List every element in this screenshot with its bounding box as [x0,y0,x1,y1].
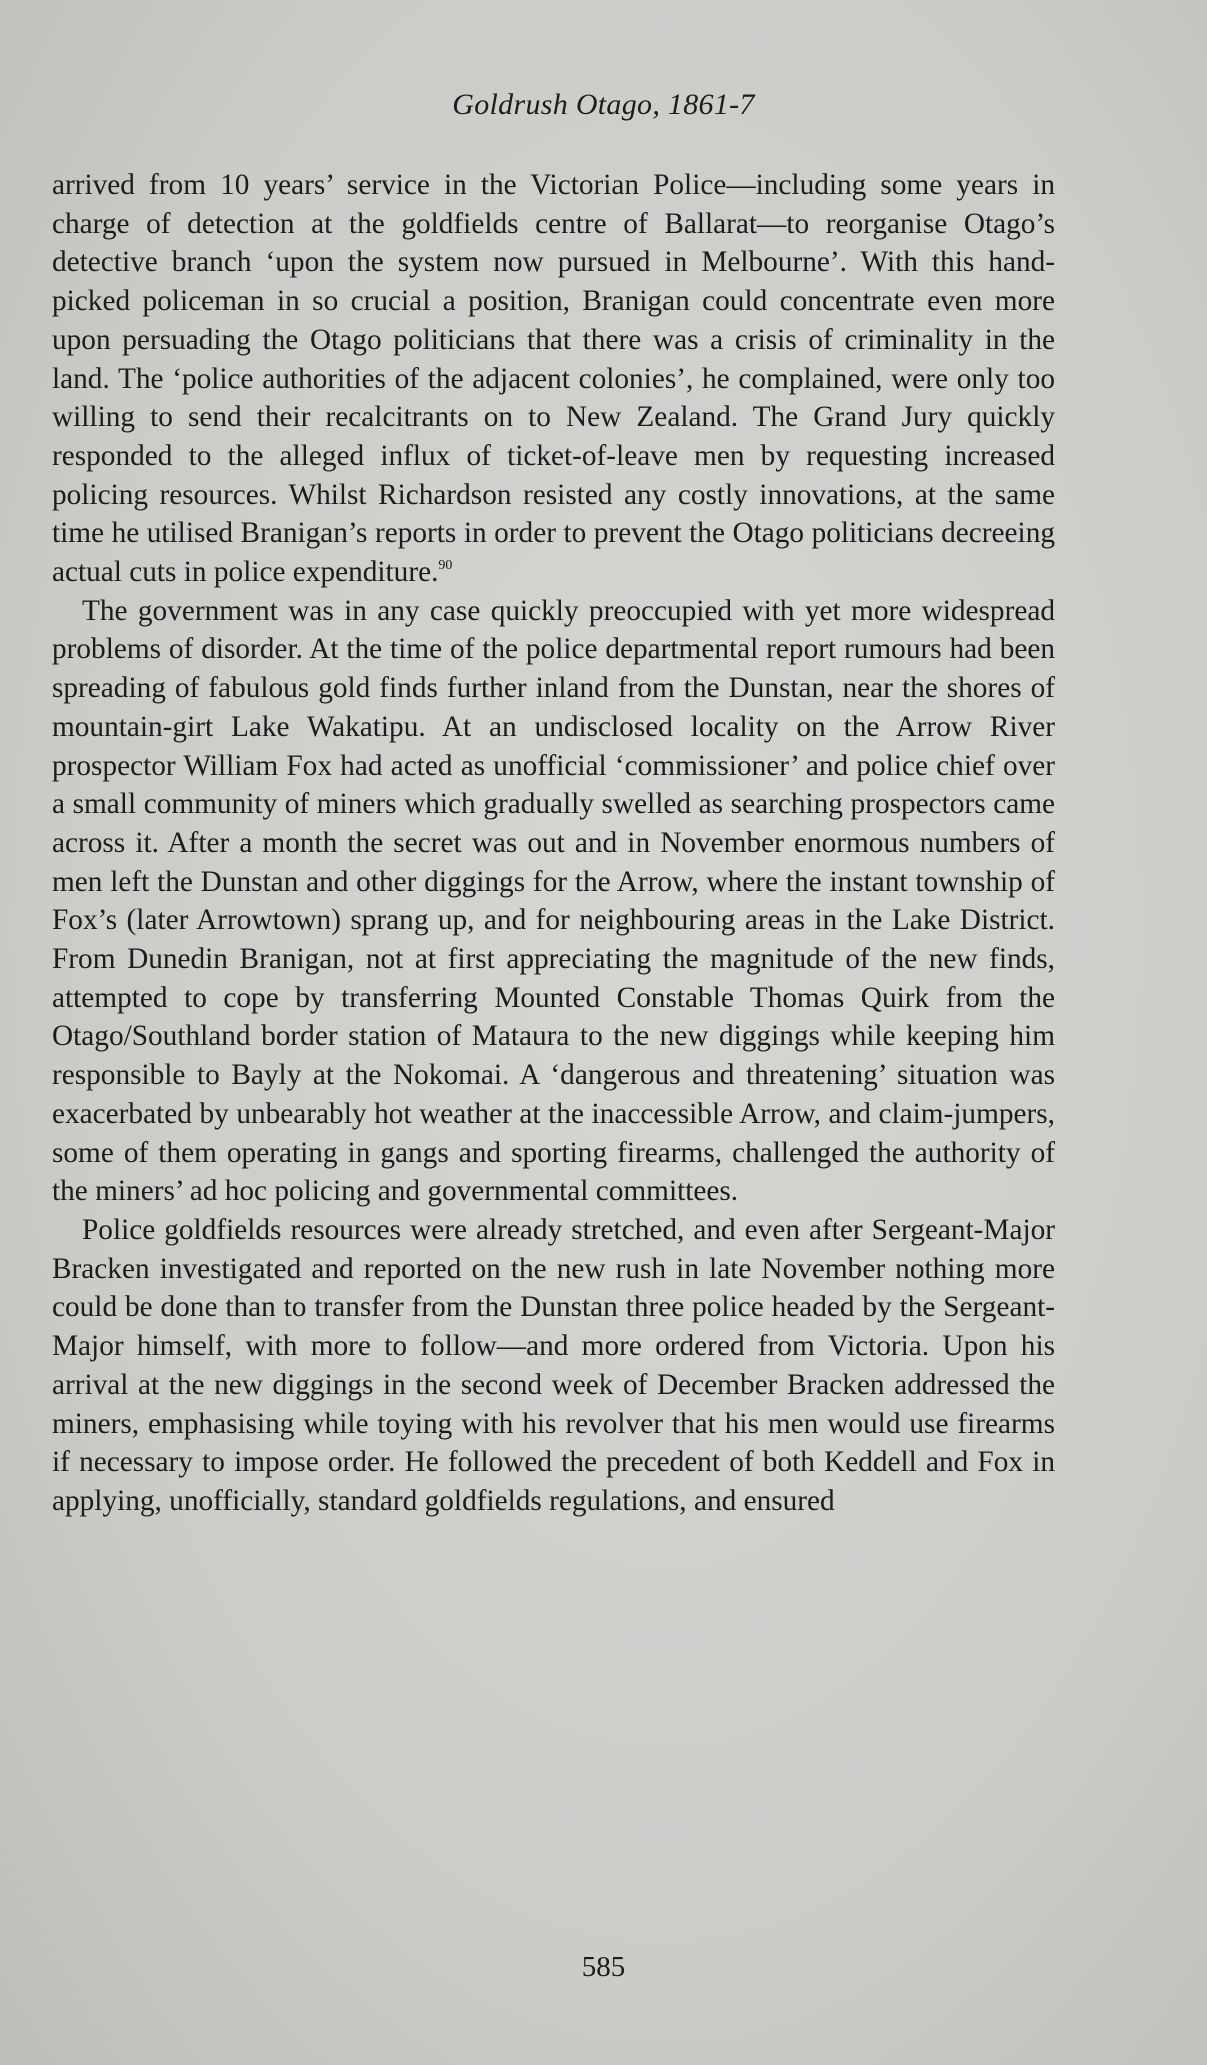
running-head: Goldrush Otago, 1861-7 [452,88,755,121]
body-text [52,166,1055,1521]
paragraph-text: The government was in any case quickly preoccupied with yet more widespread problems of disorder. At the time of the police departmental report rumours had been spreading of fabulous gold finds further inland from the Dunstan, near the shores of mountain-girt Lake Wakatipu. At an undisclosed locality on the Arrow River prospector William Fox had acted as unofficial ‘commissioner’ and police chief over a small community of miners which gradually swelled as searching prospectors came across it. After a month the secret was out and in November enormous numbers of men left the Dunstan and other diggings for the Arrow, where the instant township of Fox’s (later Arrowtown) sprang up, and for neighbouring areas in the Lake District. From Dunedin Branigan, not at first appreciating the magnitude of the new finds, attempted to cope by transferring Mounted Constable Thomas Quirk from the Otago/Southland border station of Mataura to the new diggings while keeping him responsible to Bayly at the Nokomai. A ‘dangerous and threatening’ situation was exacerbated by unbearably hot weather at the inaccessible Arrow, and claim-jumpers, some of them operating in gangs and sporting firearms, challenged the authority of the miners’ ad hoc policing and governmental committees. [52,594,1055,1208]
paragraph-text: Police goldfields resources were already stretched, and even after Sergeant-Major Bracken investigated and reported on the new rush in late November nothing more could be done than to transfer from the Dunstan three police headed by the Sergeant-Major himself, with more to follow—and more ordered from Victoria. Upon his arrival at the new diggings in the second week of December Bracken addressed the miners, emphasising while toying with his revolver that his men would use firearms if necessary to impose order. He followed the precedent of both Keddell and Fox in applying, unofficially, standard goldfields regulations, and ensured [52,1213,1055,1517]
paragraph-text: arrived from 10 years’ service in the Victorian Police—including some years in charge of detection at the goldfields centre of Ballarat—to reorganise Otago’s detective branch ‘upon the system now pursued in Melbourne’. With this hand-picked policeman in so crucial a position, Branigan could concentrate even more upon persuading the Otago politicians that there was a crisis of criminality in the land. The ‘police authorities of the adjacent colonies’, he complained, were only too willing to send their recalcitrants on to New Zealand. The Grand Jury quickly responded to the alleged influx of ticket-of-leave men by requesting increased policing resources. Whilst Richardson resisted any costly innovations, at the same time he utilised Branigan’s reports in order to prevent the Otago politicians decreeing actual cuts in police expenditure. [52,169,1055,589]
paragraph [52,1211,1055,1521]
footnote-marker: 90 [438,558,453,574]
paragraph [52,592,1055,1211]
paragraph [52,166,1055,592]
page-number: 585 [581,1951,626,1983]
